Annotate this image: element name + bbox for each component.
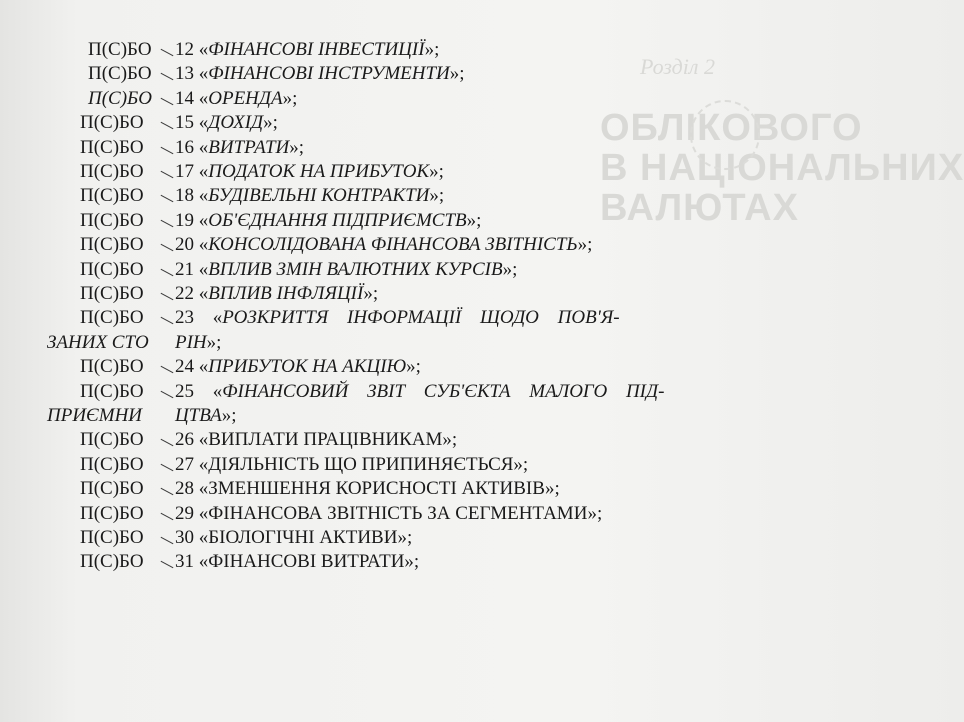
connector-mark xyxy=(161,561,174,568)
list-item xyxy=(0,477,772,502)
standard-name: КОНСОЛІДОВАНА ФІНАНСОВА ЗВІТНІСТЬ xyxy=(208,234,578,256)
standard-number: 21 xyxy=(175,258,194,280)
standard-number: 15 xyxy=(175,112,194,134)
standard-name: ПОДАТОК НА ПРИБУТОК xyxy=(208,161,430,182)
standard-name: ВПЛИВ ІНФЛЯЦІЇ xyxy=(208,283,364,304)
standard-number: 30 xyxy=(175,527,194,548)
connector-mark xyxy=(161,171,174,178)
ghost-title-line-3: ВАЛЮТАХ xyxy=(600,187,799,229)
standard-prefix: П(С)БО xyxy=(80,429,144,451)
standard-number: 20 xyxy=(175,234,194,256)
list-item xyxy=(0,136,772,161)
standard-prefix: П(С)БО xyxy=(80,551,144,573)
connector-mark xyxy=(161,98,174,105)
continuation-name: ЦТВА xyxy=(175,405,222,426)
standard-name: ВПЛИВ ЗМІН ВАЛЮТНИХ КУРСІВ xyxy=(208,258,503,280)
standard-title: 18 «БУДІВЕЛЬНІ КОНТРАКТИ»; xyxy=(175,185,445,207)
standard-title: 20 «КОНСОЛІДОВАНА ФІНАНСОВА ЗВІТНІСТЬ»; xyxy=(175,234,593,256)
standard-title: 25 «ФІНАНСОВИЙ ЗВІТ СУБ'ЄКТА МАЛОГО ПІД- xyxy=(175,380,665,402)
standard-number: 23 xyxy=(175,307,194,329)
standard-title: 16 «ВИТРАТИ»; xyxy=(175,136,305,158)
standard-title: 12 «ФІНАНСОВІ ІНВЕСТИЦІЇ»; xyxy=(175,39,440,60)
standard-number: 25 xyxy=(175,380,194,402)
connector-mark xyxy=(161,122,174,129)
list-item xyxy=(0,428,772,453)
list-item xyxy=(0,184,772,209)
standard-name: ПРИБУТОК НА АКЦІЮ xyxy=(208,356,407,378)
standard-name: ЗМЕНШЕННЯ КОРИСНОСТІ АКТИВІВ xyxy=(208,478,545,500)
connector-mark xyxy=(161,49,174,56)
standard-name: ОБ'ЄДНАННЯ ПІДПРИЄМСТВ xyxy=(208,209,467,231)
standard-prefix: П(С)БО xyxy=(80,502,144,524)
standard-title: 29 «ФІНАНСОВА ЗВІТНІСТЬ ЗА СЕГМЕНТАМИ»; xyxy=(175,502,603,524)
standard-name: ДОХІД xyxy=(208,112,264,134)
standard-name: БІОЛОГІЧНІ АКТИВИ xyxy=(208,527,398,548)
connector-mark xyxy=(161,317,174,324)
list-item xyxy=(0,502,772,527)
standard-number: 26 xyxy=(175,429,194,451)
standard-prefix: П(С)БО xyxy=(80,307,144,329)
list-item xyxy=(0,258,772,283)
standard-title: 23 «РОЗКРИТТЯ ІНФОРМАЦІЇ ЩОДО ПОВ'Я- xyxy=(175,307,620,329)
standard-name: ФІНАНСОВІ ІНВЕСТИЦІЇ xyxy=(208,39,425,60)
ghost-title-line-2: В НАЦІОНАЛЬНИХ xyxy=(600,147,964,189)
ghost-chapter-heading: Розділ 2 xyxy=(640,54,715,79)
standard-number: 13 xyxy=(175,63,194,85)
list-item xyxy=(0,282,772,307)
continuation-prefix: ЗАНИХ СТО xyxy=(47,331,149,353)
standard-title: 19 «ОБ'ЄДНАННЯ ПІДПРИЄМСТВ»; xyxy=(175,209,482,231)
standard-prefix: П(С)БО xyxy=(80,112,144,134)
standard-prefix: П(С)БО xyxy=(80,136,144,158)
standard-prefix: П(С)БО xyxy=(80,527,144,548)
list-item xyxy=(0,62,772,87)
standard-title: 30 «БІОЛОГІЧНІ АКТИВИ»; xyxy=(175,527,413,548)
continuation-name: РІН xyxy=(175,331,207,353)
standard-number: 14 xyxy=(175,87,194,109)
connector-mark xyxy=(161,464,174,471)
connector-mark xyxy=(161,268,174,275)
ghost-title-line-1: ОБЛІКОВОГО xyxy=(600,107,863,149)
connector-mark xyxy=(161,195,174,202)
standard-title: 27 «ДІЯЛЬНІСТЬ ЩО ПРИПИНЯЄТЬСЯ»; xyxy=(175,453,529,475)
standard-number: 27 xyxy=(175,453,194,475)
standard-prefix: П(С)БО xyxy=(80,380,144,402)
connector-mark xyxy=(161,439,174,446)
standard-prefix: П(С)БО xyxy=(88,39,152,60)
list-item xyxy=(0,550,772,575)
connector-mark xyxy=(161,390,174,397)
standard-name: ДІЯЛЬНІСТЬ ЩО ПРИПИНЯЄТЬСЯ xyxy=(208,453,514,475)
list-item xyxy=(0,209,772,234)
standard-number: 29 xyxy=(175,502,194,524)
standard-name: РОЗКРИТТЯ ІНФОРМАЦІЇ ЩОДО ПОВ'Я- xyxy=(222,307,620,329)
continuation-text: ЦТВА»; xyxy=(175,405,237,426)
standard-name: ОРЕНДА xyxy=(208,87,283,109)
standard-number: 16 xyxy=(175,136,194,158)
standard-name: ФІНАНСОВІ ІНСТРУМЕНТИ xyxy=(208,63,450,85)
connector-mark xyxy=(161,220,174,227)
standard-name: БУДІВЕЛЬНІ КОНТРАКТИ xyxy=(208,185,430,207)
connector-mark xyxy=(161,488,174,495)
standard-number: 19 xyxy=(175,209,194,231)
standard-prefix: П(С)БО xyxy=(80,258,144,280)
list-item xyxy=(0,306,772,331)
connector-mark xyxy=(161,512,174,519)
standard-name: ФІНАНСОВИЙ ЗВІТ СУБ'ЄКТА МАЛОГО ПІД- xyxy=(222,380,665,402)
standard-title: 14 «ОРЕНДА»; xyxy=(175,87,298,109)
standard-title: 21 «ВПЛИВ ЗМІН ВАЛЮТНИХ КУРСІВ»; xyxy=(175,258,518,280)
standard-name: ВИПЛАТИ ПРАЦІВНИКАМ xyxy=(208,429,443,451)
standard-prefix: П(С)БО xyxy=(80,209,144,231)
standard-title: 22 «ВПЛИВ ІНФЛЯЦІЇ»; xyxy=(175,283,379,304)
list-item-continuation xyxy=(0,331,772,356)
standard-prefix: П(С)БО xyxy=(80,453,144,475)
standard-number: 17 xyxy=(175,161,194,182)
standard-number: 31 xyxy=(175,551,194,573)
standard-name: ВИТРАТИ xyxy=(208,136,290,158)
standard-prefix: П(С)БО xyxy=(80,234,144,256)
standard-title: 26 «ВИПЛАТИ ПРАЦІВНИКАМ»; xyxy=(175,429,458,451)
list-item xyxy=(0,526,772,551)
connector-mark xyxy=(161,293,174,300)
standard-title: 31 «ФІНАНСОВІ ВИТРАТИ»; xyxy=(175,551,420,573)
standard-prefix: П(С)БО xyxy=(80,161,144,182)
connector-mark xyxy=(161,73,174,80)
standard-name: ФІНАНСОВА ЗВІТНІСТЬ ЗА СЕГМЕНТАМИ xyxy=(208,502,588,524)
standard-title: 28 «ЗМЕНШЕННЯ КОРИСНОСТІ АКТИВІВ»; xyxy=(175,478,560,500)
continuation-text: РІН»; xyxy=(175,331,222,353)
standard-number: 22 xyxy=(175,283,194,304)
list-item-continuation xyxy=(0,404,772,429)
list-item xyxy=(0,87,772,112)
list-item xyxy=(0,355,772,380)
connector-mark xyxy=(161,146,174,153)
standard-number: 28 xyxy=(175,478,194,500)
standard-prefix: П(С)БО xyxy=(80,356,144,378)
list-item xyxy=(0,38,772,63)
standard-title: 17 «ПОДАТОК НА ПРИБУТОК»; xyxy=(175,161,444,182)
list-item xyxy=(0,111,772,136)
standard-prefix: П(С)БО xyxy=(88,87,152,109)
connector-mark xyxy=(161,366,174,373)
connector-mark xyxy=(161,244,174,251)
connector-mark xyxy=(161,537,174,544)
continuation-prefix: ПРИЄМНИ xyxy=(47,405,143,426)
standard-title: 24 «ПРИБУТОК НА АКЦІЮ»; xyxy=(175,356,421,378)
standard-number: 12 xyxy=(175,39,194,60)
standard-prefix: П(С)БО xyxy=(80,478,144,500)
list-item xyxy=(0,160,772,185)
standard-prefix: П(С)БО xyxy=(80,283,144,304)
standard-title: 13 «ФІНАНСОВІ ІНСТРУМЕНТИ»; xyxy=(175,63,465,85)
standard-title: 15 «ДОХІД»; xyxy=(175,112,278,134)
list-item xyxy=(0,380,772,405)
list-item xyxy=(0,453,772,478)
standard-prefix: П(С)БО xyxy=(88,63,152,85)
standard-number: 24 xyxy=(175,356,194,378)
standard-name: ФІНАНСОВІ ВИТРАТИ xyxy=(208,551,405,573)
standard-prefix: П(С)БО xyxy=(80,185,144,207)
standard-number: 18 xyxy=(175,185,194,207)
list-item xyxy=(0,233,772,258)
